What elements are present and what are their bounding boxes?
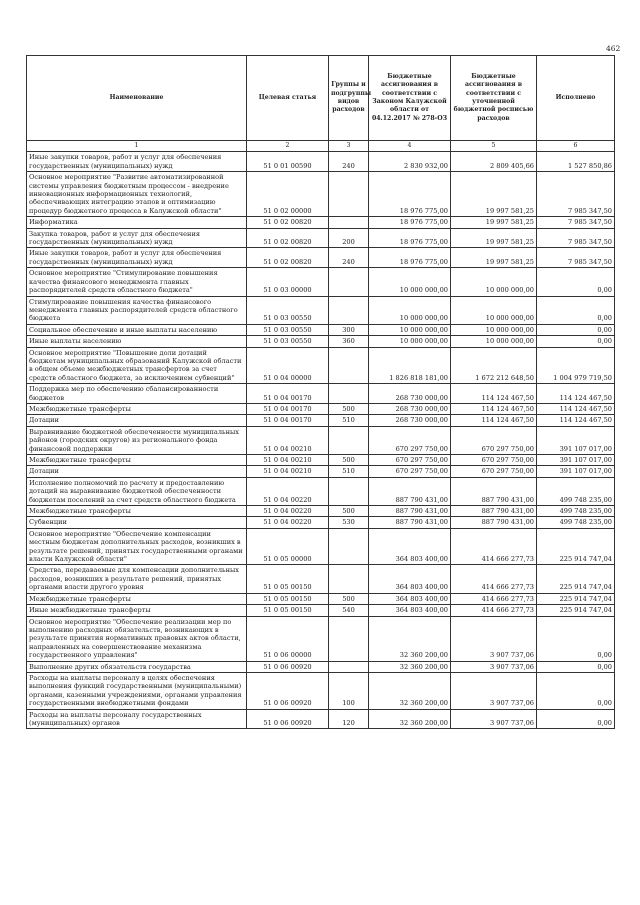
row-name: Иные закупки товаров, работ и услуг для обеспечения государственных (муниципальных) нужд [27, 152, 247, 172]
table-row [27, 672, 615, 709]
row-plan-amount: 3 907 737,06 [451, 616, 537, 661]
row-target-article: 51 0 04 00170 [247, 415, 329, 426]
row-name: Иные межбюджетные трансферты [27, 605, 247, 616]
header-plan-allocations: Бюджетные ассигнования в соответствии с уточненной бюджетной росписью расходов [451, 56, 537, 141]
table-row [27, 384, 615, 404]
row-plan-amount: 670 297 750,00 [451, 426, 537, 454]
table-row [27, 217, 615, 228]
table-row [27, 172, 615, 217]
row-executed-amount: 0,00 [537, 672, 615, 709]
row-plan-amount: 3 907 737,06 [451, 661, 537, 672]
row-executed-amount: 225 914 747,04 [537, 528, 615, 565]
row-plan-amount: 414 666 277,73 [451, 565, 537, 593]
row-law-amount: 10 000 000,00 [369, 336, 451, 347]
row-expense-group: 530 [329, 517, 369, 528]
row-expense-group: 360 [329, 336, 369, 347]
row-executed-amount: 0,00 [537, 324, 615, 335]
header-executed: Исполнено [537, 56, 615, 141]
row-expense-group [329, 296, 369, 324]
row-name: Основное мероприятие "Стимулирование повышения качества финансового менеджмента главных распорядителей средств областного бюджета" [27, 268, 247, 296]
page-number: 462 [606, 44, 621, 53]
row-executed-amount: 0,00 [537, 336, 615, 347]
row-executed-amount: 0,00 [537, 709, 615, 729]
row-executed-amount: 499 748 235,00 [537, 506, 615, 517]
row-executed-amount: 7 985 347,50 [537, 217, 615, 228]
row-plan-amount: 887 790 431,00 [451, 517, 537, 528]
row-name: Расходы на выплаты персоналу в целях обеспечения выполнения функций государственными (муниципальными) органами, казенными учреждениями, органами управления государственными внебюджетными фондами [27, 672, 247, 709]
row-law-amount: 32 360 200,00 [369, 672, 451, 709]
row-law-amount: 887 790 431,00 [369, 506, 451, 517]
row-plan-amount: 1 672 212 648,50 [451, 347, 537, 384]
row-expense-group: 500 [329, 593, 369, 604]
table-row [27, 506, 615, 517]
row-name: Межбюджетные трансферты [27, 593, 247, 604]
row-target-article: 51 0 02 00820 [247, 248, 329, 268]
row-target-article: 51 0 04 00170 [247, 403, 329, 414]
row-target-article: 51 0 04 00220 [247, 506, 329, 517]
header-target-article: Целевая статья [247, 56, 329, 141]
row-executed-amount: 0,00 [537, 296, 615, 324]
row-law-amount: 1 826 818 181,00 [369, 347, 451, 384]
row-law-amount: 670 297 750,00 [369, 466, 451, 477]
row-target-article: 51 0 05 00150 [247, 605, 329, 616]
table-row [27, 336, 615, 347]
column-number: 3 [329, 141, 369, 152]
column-number: 6 [537, 141, 615, 152]
table-row [27, 605, 615, 616]
row-plan-amount: 10 000 000,00 [451, 324, 537, 335]
row-target-article: 51 0 04 00220 [247, 477, 329, 505]
row-name: Субвенции [27, 517, 247, 528]
row-expense-group [329, 217, 369, 228]
row-executed-amount: 7 985 347,50 [537, 172, 615, 217]
row-law-amount: 18 976 775,00 [369, 248, 451, 268]
row-law-amount: 364 803 400,00 [369, 565, 451, 593]
row-executed-amount: 7 985 347,50 [537, 248, 615, 268]
row-expense-group: 510 [329, 466, 369, 477]
row-target-article: 51 0 02 00000 [247, 172, 329, 217]
row-law-amount: 2 830 932,00 [369, 152, 451, 172]
row-expense-group: 500 [329, 455, 369, 466]
row-target-article: 51 0 04 00210 [247, 426, 329, 454]
header-law-allocations: Бюджетные ассигнования в соответствии с Законом Калужской области от 04.12.2017 № 278-ОЗ [369, 56, 451, 141]
header-row [27, 56, 615, 141]
row-target-article: 51 0 03 00550 [247, 336, 329, 347]
row-plan-amount: 2 809 405,66 [451, 152, 537, 172]
row-plan-amount: 114 124 467,50 [451, 384, 537, 404]
table-row [27, 466, 615, 477]
row-executed-amount: 499 748 235,00 [537, 517, 615, 528]
row-law-amount: 670 297 750,00 [369, 426, 451, 454]
table-row [27, 347, 615, 384]
row-target-article: 51 0 04 00170 [247, 384, 329, 404]
table-row [27, 415, 615, 426]
row-name: Основное мероприятие "Обеспечение реализации мер по выполнению расходных обязательств, возникающих в результате принятия нормативных правовых актов области, направленных на совершенствование механизма государственного управления" [27, 616, 247, 661]
table-row [27, 324, 615, 335]
row-name: Межбюджетные трансферты [27, 455, 247, 466]
row-executed-amount: 391 107 017,00 [537, 455, 615, 466]
row-expense-group [329, 565, 369, 593]
row-expense-group [329, 426, 369, 454]
row-executed-amount: 114 124 467,50 [537, 384, 615, 404]
row-target-article: 51 0 05 00000 [247, 528, 329, 565]
row-law-amount: 364 803 400,00 [369, 528, 451, 565]
row-expense-group: 500 [329, 403, 369, 414]
row-executed-amount: 0,00 [537, 616, 615, 661]
table-row [27, 616, 615, 661]
row-expense-group: 240 [329, 152, 369, 172]
row-law-amount: 268 730 000,00 [369, 384, 451, 404]
row-name: Межбюджетные трансферты [27, 506, 247, 517]
table-row [27, 455, 615, 466]
row-target-article: 51 0 04 00210 [247, 466, 329, 477]
row-expense-group [329, 528, 369, 565]
column-number: 1 [27, 141, 247, 152]
row-law-amount: 364 803 400,00 [369, 605, 451, 616]
table-row [27, 426, 615, 454]
row-name: Основное мероприятие "Повышение доли дотаций бюджетам муниципальных образований Калужской области в общем объеме межбюджетных трансфертов за счет средств областного бюджета, за исключением субвенций" [27, 347, 247, 384]
row-plan-amount: 3 907 737,06 [451, 672, 537, 709]
row-expense-group [329, 268, 369, 296]
row-executed-amount: 114 124 467,50 [537, 403, 615, 414]
table-row [27, 593, 615, 604]
row-name: Поддержка мер по обеспечению сбалансированности бюджетов [27, 384, 247, 404]
row-expense-group: 510 [329, 415, 369, 426]
row-target-article: 51 0 06 00920 [247, 709, 329, 729]
row-law-amount: 18 976 775,00 [369, 228, 451, 248]
row-executed-amount: 225 914 747,04 [537, 593, 615, 604]
row-executed-amount: 1 527 850,86 [537, 152, 615, 172]
row-name: Межбюджетные трансферты [27, 403, 247, 414]
row-expense-group [329, 616, 369, 661]
row-name: Средства, передаваемые для компенсации дополнительных расходов, возникших в результате решений, принятых органами власти другого уровня [27, 565, 247, 593]
row-plan-amount: 414 666 277,73 [451, 605, 537, 616]
table-row [27, 228, 615, 248]
header-expense-group: Группы и подгруппы видов расходов [329, 56, 369, 141]
table-row [27, 565, 615, 593]
row-name: Основное мероприятие "Развитие автоматизированной системы управления бюджетным процессом - внедрение инновационных информационных технологий, обеспечивающих интеграцию этапов и оптимизацию процедур бюджетного процесса в Калужской области" [27, 172, 247, 217]
row-law-amount: 268 730 000,00 [369, 415, 451, 426]
row-executed-amount: 499 748 235,00 [537, 477, 615, 505]
row-law-amount: 18 976 775,00 [369, 172, 451, 217]
row-target-article: 51 0 02 00820 [247, 217, 329, 228]
row-expense-group: 240 [329, 248, 369, 268]
row-target-article: 51 0 02 00820 [247, 228, 329, 248]
row-target-article: 51 0 04 00210 [247, 455, 329, 466]
row-law-amount: 10 000 000,00 [369, 268, 451, 296]
row-plan-amount: 10 000 000,00 [451, 296, 537, 324]
row-target-article: 51 0 06 00920 [247, 661, 329, 672]
row-name: Закупка товаров, работ и услуг для обеспечения государственных (муниципальных) нужд [27, 228, 247, 248]
row-name: Расходы на выплаты персоналу государственных (муниципальных) органов [27, 709, 247, 729]
row-plan-amount: 19 997 581,25 [451, 248, 537, 268]
row-name: Стимулирование повышения качества финансового менеджмента главных распорядителей средств областного бюджета [27, 296, 247, 324]
budget-table [26, 55, 615, 729]
column-number-row [27, 141, 615, 152]
table-row [27, 528, 615, 565]
row-executed-amount: 225 914 747,04 [537, 565, 615, 593]
row-target-article: 51 0 04 00000 [247, 347, 329, 384]
table-row [27, 268, 615, 296]
row-executed-amount: 391 107 017,00 [537, 426, 615, 454]
header-name: Наименование [27, 56, 247, 141]
row-plan-amount: 19 997 581,25 [451, 217, 537, 228]
table-row [27, 477, 615, 505]
row-target-article: 51 0 05 00150 [247, 593, 329, 604]
row-expense-group: 200 [329, 228, 369, 248]
row-plan-amount: 10 000 000,00 [451, 268, 537, 296]
row-law-amount: 18 976 775,00 [369, 217, 451, 228]
row-law-amount: 10 000 000,00 [369, 324, 451, 335]
row-target-article: 51 0 01 00590 [247, 152, 329, 172]
row-executed-amount: 225 914 747,04 [537, 605, 615, 616]
table-row [27, 709, 615, 729]
row-plan-amount: 114 124 467,50 [451, 415, 537, 426]
row-executed-amount: 1 004 979 719,50 [537, 347, 615, 384]
row-target-article: 51 0 06 00000 [247, 616, 329, 661]
row-law-amount: 268 730 000,00 [369, 403, 451, 414]
row-expense-group [329, 661, 369, 672]
table-row [27, 517, 615, 528]
row-name: Выравнивание бюджетной обеспеченности муниципальных районов (городских округов) из регионального фонда финансовой поддержки [27, 426, 247, 454]
row-expense-group: 500 [329, 506, 369, 517]
row-expense-group [329, 347, 369, 384]
row-law-amount: 32 360 200,00 [369, 709, 451, 729]
row-executed-amount: 391 107 017,00 [537, 466, 615, 477]
table-row [27, 248, 615, 268]
row-plan-amount: 887 790 431,00 [451, 477, 537, 505]
row-target-article: 51 0 03 00000 [247, 268, 329, 296]
column-number: 4 [369, 141, 451, 152]
row-plan-amount: 114 124 467,50 [451, 403, 537, 414]
row-target-article: 51 0 04 00220 [247, 517, 329, 528]
row-plan-amount: 3 907 737,06 [451, 709, 537, 729]
row-expense-group: 300 [329, 324, 369, 335]
row-name: Основное мероприятие "Обеспечение компенсации местным бюджетам дополнительных расходов, возникших в результате решений, принятых государственными органами власти Калужской области" [27, 528, 247, 565]
row-law-amount: 364 803 400,00 [369, 593, 451, 604]
row-executed-amount: 7 985 347,50 [537, 228, 615, 248]
row-name: Дотации [27, 466, 247, 477]
row-plan-amount: 414 666 277,73 [451, 528, 537, 565]
row-expense-group: 100 [329, 672, 369, 709]
column-number: 2 [247, 141, 329, 152]
table-row [27, 296, 615, 324]
row-law-amount: 887 790 431,00 [369, 517, 451, 528]
table-row [27, 403, 615, 414]
row-law-amount: 887 790 431,00 [369, 477, 451, 505]
row-law-amount: 32 360 200,00 [369, 616, 451, 661]
row-expense-group [329, 384, 369, 404]
row-expense-group: 120 [329, 709, 369, 729]
row-executed-amount: 0,00 [537, 661, 615, 672]
column-number: 5 [451, 141, 537, 152]
row-executed-amount: 114 124 467,50 [537, 415, 615, 426]
row-plan-amount: 670 297 750,00 [451, 455, 537, 466]
row-name: Информатика [27, 217, 247, 228]
row-expense-group [329, 477, 369, 505]
row-law-amount: 32 360 200,00 [369, 661, 451, 672]
row-target-article: 51 0 03 00550 [247, 324, 329, 335]
row-target-article: 51 0 05 00150 [247, 565, 329, 593]
row-name: Иные выплаты населению [27, 336, 247, 347]
row-plan-amount: 670 297 750,00 [451, 466, 537, 477]
row-plan-amount: 19 997 581,25 [451, 172, 537, 217]
row-name: Исполнение полномочий по расчету и предоставлению дотаций на выравнивание бюджетной обеспеченности бюджетам поселений за счет средств областного бюджета [27, 477, 247, 505]
row-name: Иные закупки товаров, работ и услуг для обеспечения государственных (муниципальных) нужд [27, 248, 247, 268]
table-row [27, 152, 615, 172]
row-plan-amount: 10 000 000,00 [451, 336, 537, 347]
row-law-amount: 10 000 000,00 [369, 296, 451, 324]
row-law-amount: 670 297 750,00 [369, 455, 451, 466]
row-name: Выполнение других обязательств государства [27, 661, 247, 672]
row-plan-amount: 414 666 277,73 [451, 593, 537, 604]
row-name: Социальное обеспечение и иные выплаты населению [27, 324, 247, 335]
row-target-article: 51 0 03 00550 [247, 296, 329, 324]
row-expense-group [329, 172, 369, 217]
row-name: Дотации [27, 415, 247, 426]
row-expense-group: 540 [329, 605, 369, 616]
row-executed-amount: 0,00 [537, 268, 615, 296]
row-plan-amount: 887 790 431,00 [451, 506, 537, 517]
row-plan-amount: 19 997 581,25 [451, 228, 537, 248]
row-target-article: 51 0 06 00920 [247, 672, 329, 709]
table-row [27, 661, 615, 672]
